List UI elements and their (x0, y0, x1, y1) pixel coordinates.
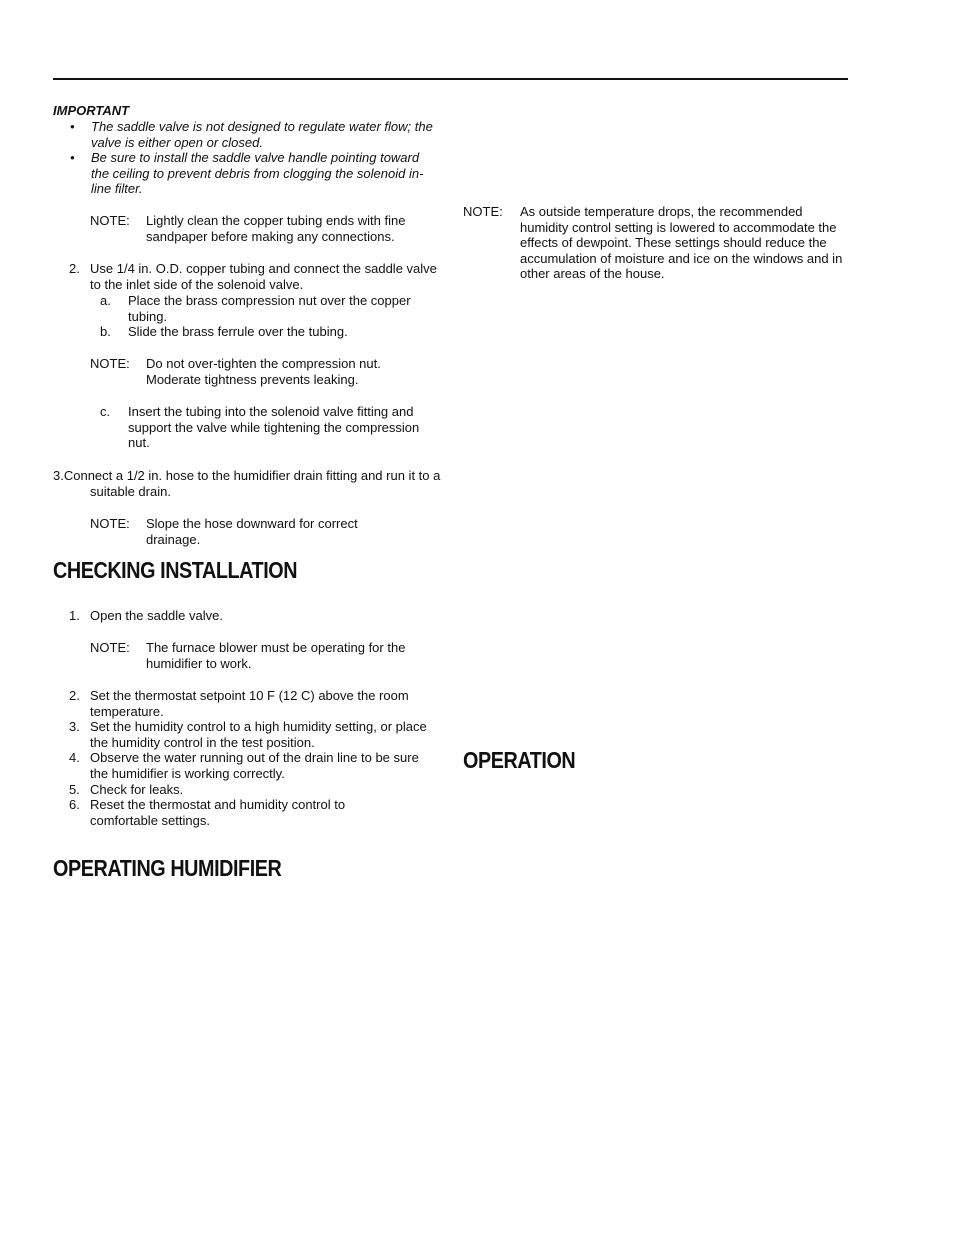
checking-step-2: Set the thermostat setpoint 10 F (12 C) above the room temperature. (90, 688, 409, 719)
note-label: NOTE: (90, 640, 130, 655)
checking-step-5: Check for leaks. (90, 782, 184, 797)
note-label: NOTE: (90, 213, 130, 228)
substep-label: a. (100, 293, 111, 308)
dewpoint-note-text: As outside temperature drops, the recommended humidity control setting is lowered to accommodate the effects of dewpoint. These settings should reduce the accumulation of moisture and ice on the windows and in other areas of the house. (520, 204, 843, 282)
step-number: 4. (69, 750, 80, 765)
checking-step-4: Observe the water running out of the drain line to be sure the humidifier is working correctly. (90, 750, 419, 781)
step2-text: Use 1/4 in. O.D. copper tubing and connect the saddle valve to the inlet side of the solenoid valve. (90, 261, 437, 292)
note-label: NOTE: (463, 204, 503, 219)
substep-a-text: Place the brass compression nut over the copper tubing. (128, 293, 411, 324)
checking-step-3: Set the humidity control to a high humidity setting, or place the humidity control in the test position. (90, 719, 427, 750)
step-number: 5. (69, 782, 80, 797)
substep-label: c. (100, 404, 111, 419)
bullet-marker: • (70, 150, 75, 165)
step-number: 6. (69, 797, 80, 812)
note-copper-text: Lightly clean the copper tubing ends with fine sandpaper before making any connections. (146, 213, 406, 244)
section-heading-operating: OPERATING HUMIDIFIER (53, 855, 282, 881)
note-hose-text: Slope the hose downward for correct drainage. (146, 516, 358, 547)
step-number: 2. (69, 261, 80, 276)
important-label: IMPORTANT (53, 103, 130, 118)
substep-c-text: Insert the tubing into the solenoid valve fitting and support the valve while tightening the compression nut. (128, 404, 420, 451)
substep-b-text: Slide the brass ferrule over the tubing. (128, 324, 348, 339)
checking-step-6: Reset the thermostat and humidity control to comfortable settings. (90, 797, 346, 828)
important-bullet-1: The saddle valve is not designed to regulate water flow; the valve is either open or closed. (91, 119, 433, 150)
section-heading-operation: OPERATION (463, 747, 576, 773)
step-number: 3. (69, 719, 80, 734)
step-number: 1. (69, 608, 80, 623)
important-bullet-2: Be sure to install the saddle valve handle pointing toward the ceiling to prevent debris from clogging the solenoid in-line filter. (91, 150, 424, 197)
note-label: NOTE: (90, 516, 130, 531)
note-nut-text: Do not over-tighten the compression nut. Moderate tightness prevents leaking. (146, 356, 381, 387)
step-number: 2. (69, 688, 80, 703)
step3-text: 3.Connect a 1/2 in. hose to the humidifier drain fitting and run it to a suitable drain. (53, 468, 441, 499)
top-rule (53, 78, 848, 80)
checking-note-text: The furnace blower must be operating for the humidifier to work. (146, 640, 406, 671)
note-label: NOTE: (90, 356, 130, 371)
section-heading-checking: CHECKING INSTALLATION (53, 557, 298, 583)
substep-label: b. (100, 324, 111, 339)
checking-step-1: Open the saddle valve. (90, 608, 223, 623)
bullet-marker: • (70, 119, 75, 134)
